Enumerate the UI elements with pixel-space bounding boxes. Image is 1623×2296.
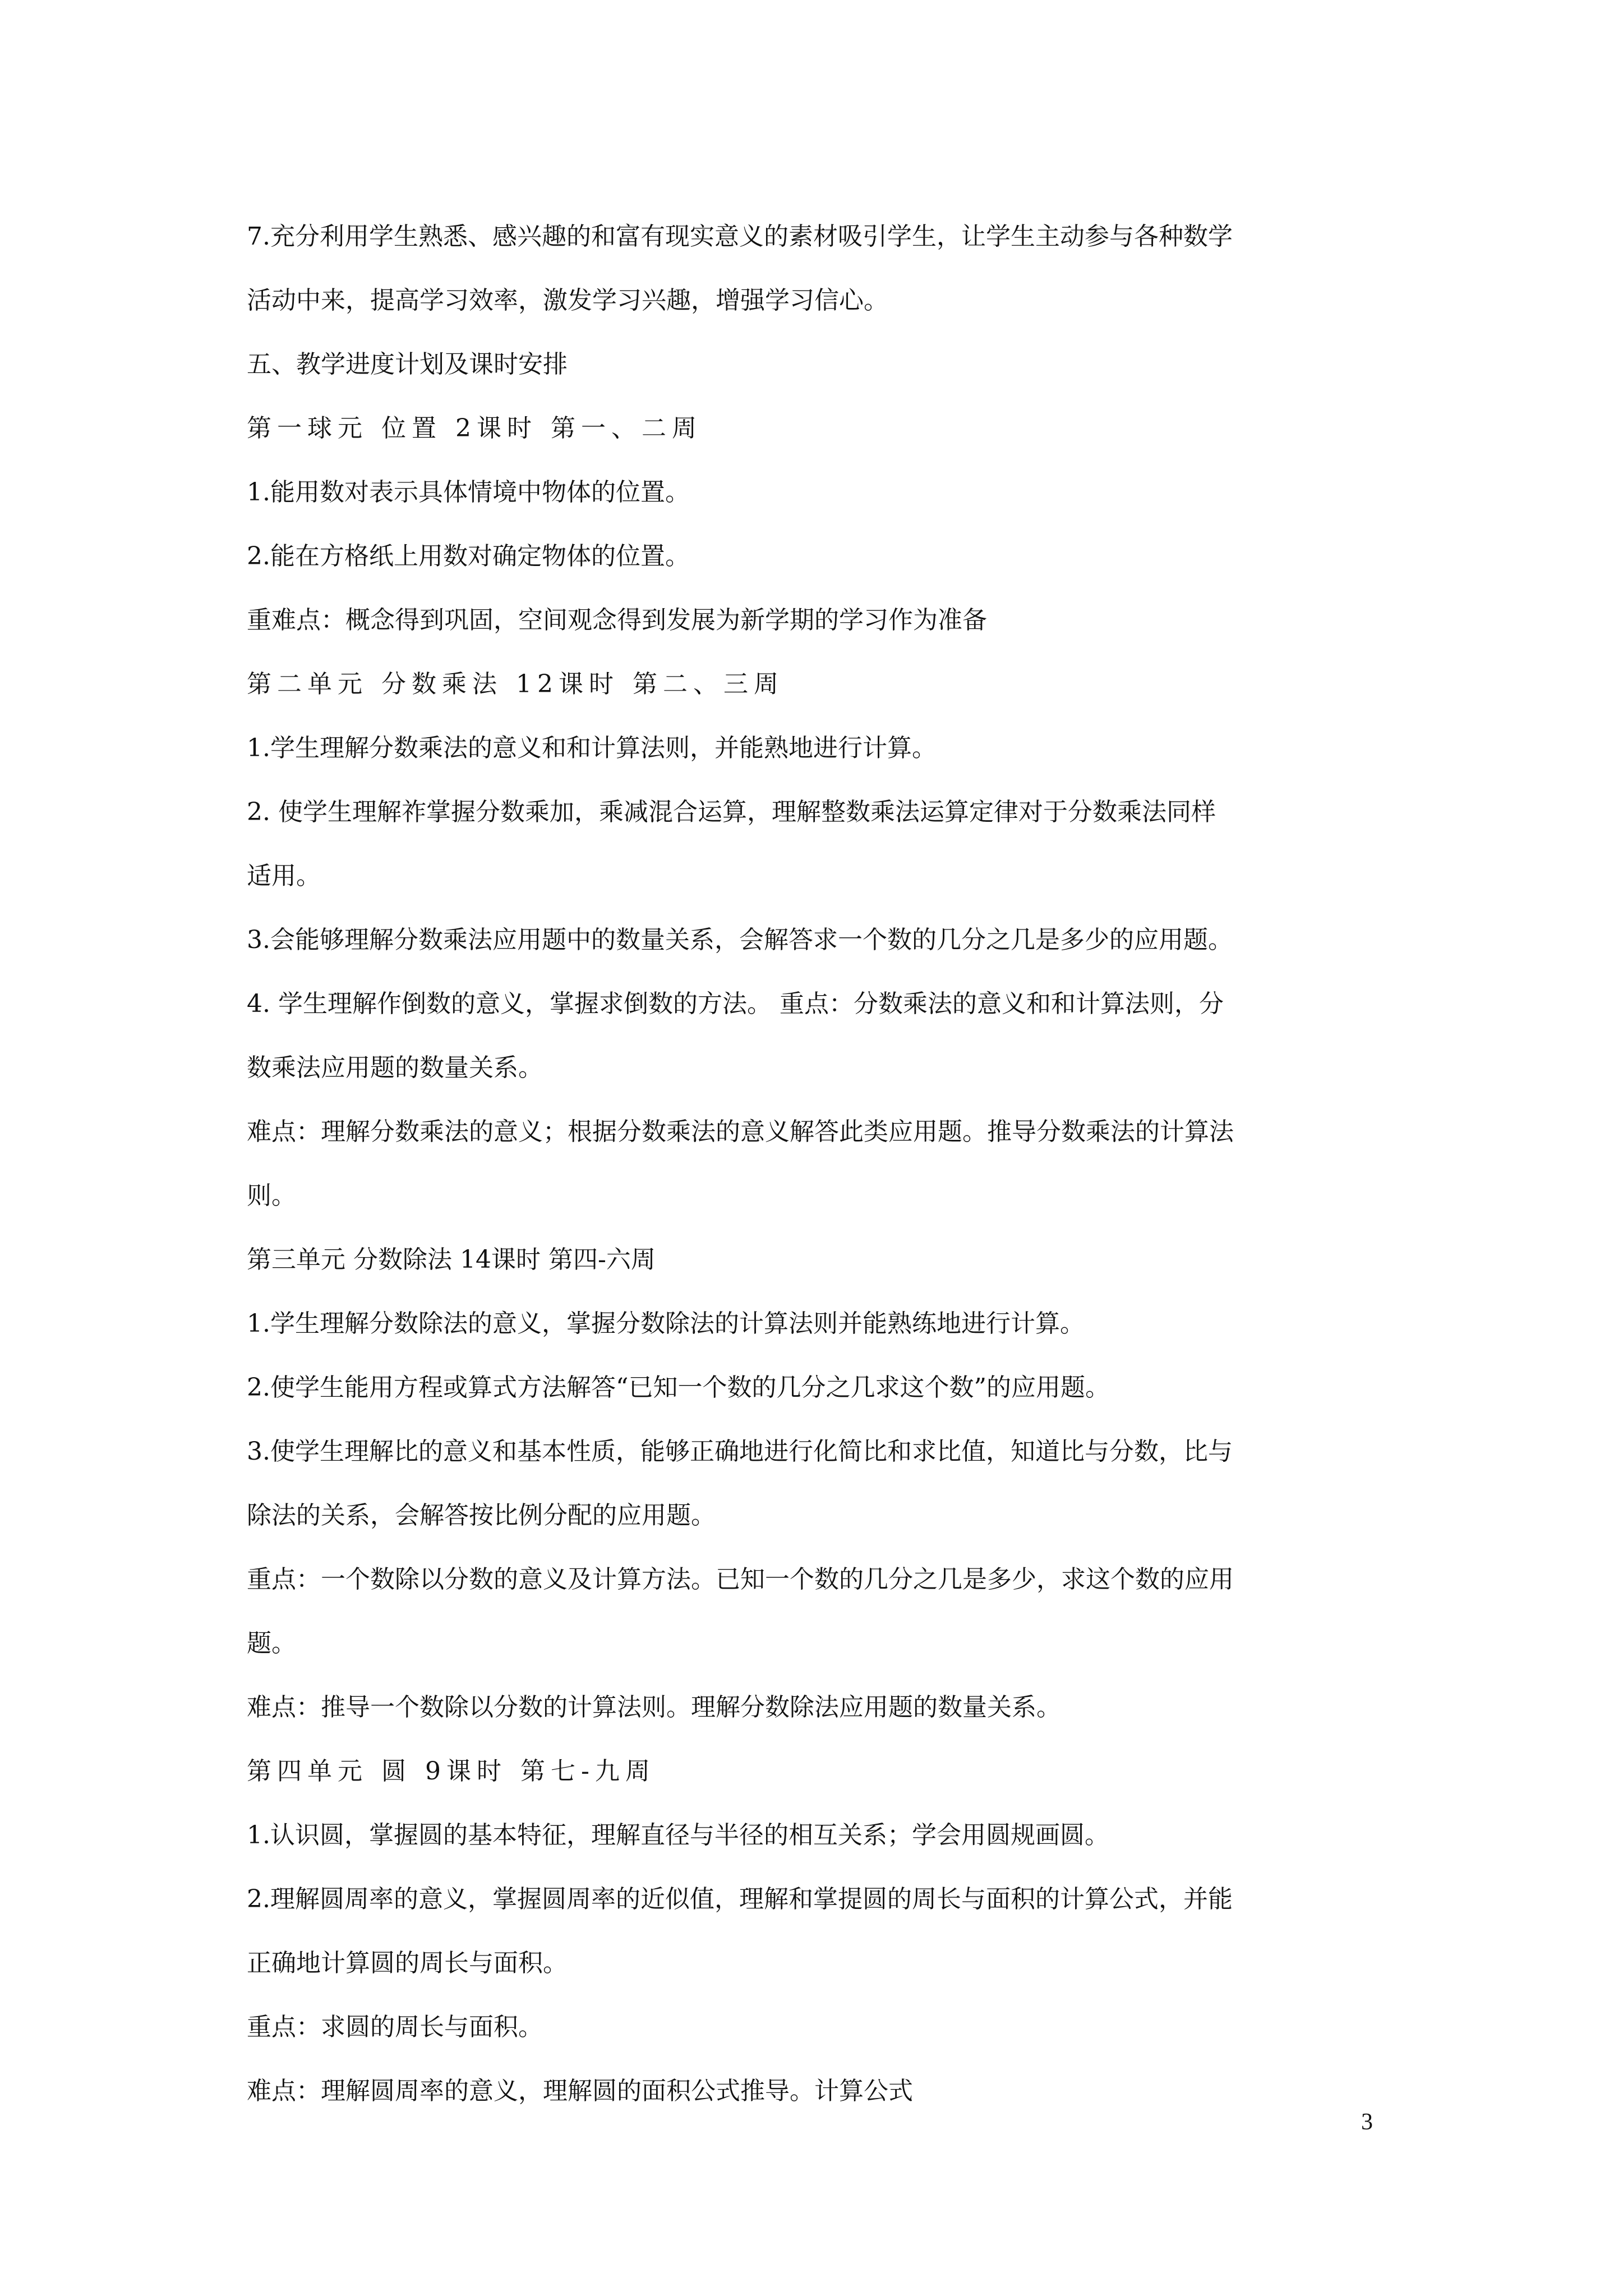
text-line: 2. 使学生理解祚掌握分数乘加，乘减混合运算，理解整数乘法运算定律对于分数乘法同样: [247, 798, 1216, 826]
section-heading: 五、教学进度计划及课时安排: [247, 350, 568, 379]
text-line: 3.使学生理解比的意义和基本性质，能够正确地进行化简比和求比值，知道比与分数，比与: [247, 1437, 1233, 1466]
text-line: 1.认识圆，掌握圆的基本特征，理解直径与半径的相互关系；学会用圆规画圆。: [247, 1821, 1109, 1849]
text-line: 7.充分利用学生熟悉、感兴趣的和富有现实意义的素材吸引学生，让学生主动参与各种数学: [247, 222, 1233, 251]
text-line: 4. 学生理解作倒数的意义，掌握求倒数的方法。 重点：分数乘法的意义和和计算法则，分: [247, 990, 1224, 1018]
page-body: [247, 205, 1391, 2123]
text-line: 难点：推导一个数除以分数的计算法则。理解分数除法应用题的数量关系。: [247, 1693, 1061, 1722]
text-line: 2.能在方格纸上用数对确定物体的位置。: [247, 542, 690, 570]
unit-heading: 第二单元 分数乘法 12课时 第二、三周: [247, 670, 784, 698]
unit-heading: 第四单元 圆 9课时 第七-九周: [247, 1757, 656, 1786]
text-line: 2.理解圆周率的意义，掌握圆周率的近似值，理解和掌提圆的周长与面积的计算公式，并能: [247, 1885, 1233, 1913]
text-line: 难点：理解分数乘法的意义；根据分数乘法的意义解答此类应用题。推导分数乘法的计算法: [247, 1117, 1234, 1146]
text-line: 1.学生理解分数除法的意义，掌握分数除法的计算法则并能熟练地进行计算。: [247, 1309, 1085, 1338]
text-line: 则。: [247, 1181, 296, 1210]
text-line: 重点：一个数除以分数的意义及计算方法。已知一个数的几分之几是多少，求这个数的应用: [247, 1565, 1234, 1594]
unit-heading: 第三单元 分数除法 14课时 第四-六周: [247, 1245, 656, 1274]
text-line: 2.使学生能用方程或算式方法解答“已知一个数的几分之几求这个数”的应用题。: [247, 1373, 1110, 1402]
text-line: 1.学生理解分数乘法的意义和和计算法则，并能熟地进行计算。: [247, 734, 937, 762]
text-line: 难点：理解圆周率的意义，理解圆的面积公式推导。计算公式: [247, 2077, 913, 2105]
text-line: 正确地计算圆的周长与面积。: [247, 1949, 568, 1977]
text-line: 重点：求圆的周长与面积。: [247, 2013, 543, 2041]
text-line: 数乘法应用题的数量关系。: [247, 1053, 543, 1082]
text-line: 适用。: [247, 862, 321, 890]
text-line: 活动中来，提高学习效率，激发学习兴趣，增强学习信心。: [247, 286, 888, 315]
text-line: 3.会能够理解分数乘法应用题中的数量关系，会解答求一个数的几分之几是多少的应用题。: [247, 926, 1233, 954]
text-line: 1.能用数对表示具体情境中物体的位置。: [247, 478, 690, 507]
text-line: 重难点：概念得到巩固，空间观念得到发展为新学期的学习作为准备: [247, 606, 987, 634]
unit-heading: 第一球元 位置 2课时 第一、二周: [247, 414, 702, 443]
page-number: 3: [1361, 2109, 1373, 2135]
text-line: 除法的关系，会解答按比例分配的应用题。: [247, 1501, 716, 1530]
text-line: 题。: [247, 1629, 296, 1658]
